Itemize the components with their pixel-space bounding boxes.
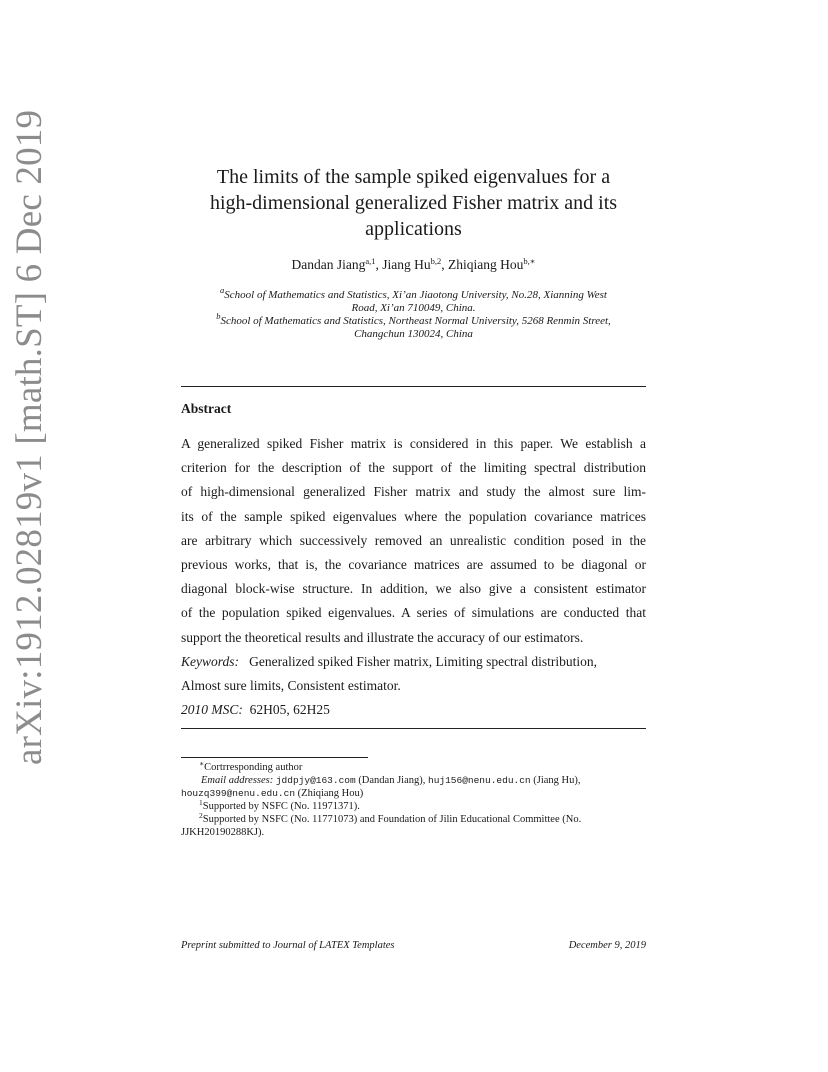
keywords-continued: Almost sure limits, Consistent estimator. [181, 677, 401, 693]
affiliation-b [181, 311, 646, 341]
author-name: Dandan Jiang [291, 257, 366, 272]
abstract-line: A generalized spiked Fisher matrix is considered in this paper. We establish a [181, 436, 646, 451]
author-affiliation-mark: a,1 [365, 256, 376, 266]
footnote-mark: 2 [199, 811, 203, 820]
msc-label: 2010 MSC: [181, 702, 243, 718]
preprint-date: December 9, 2019 [568, 940, 646, 951]
author-list: Dandan Jiang$^{a,1}$, Jiang Hu$^{b,2}$, Zhiqiang Hou$^{b,∗}$ [291, 256, 536, 272]
keywords-label: Keywords: [181, 653, 239, 669]
msc-classification [181, 698, 646, 722]
footnote-text: Cortrresponding author [204, 762, 303, 773]
email-owner: (Zhiqiang Hou) [297, 788, 364, 799]
title-line: high-dimensional generalized Fisher matrix and its [209, 192, 618, 214]
affiliation-a [181, 285, 646, 315]
paper-title [181, 164, 646, 242]
footnote-mark: 1 [199, 798, 203, 807]
keywords [181, 650, 646, 674]
email-owner: (Dandan Jiang), [358, 775, 426, 786]
footnote-2-continued: JJKH20190288KJ). [181, 827, 265, 838]
author-affiliation-mark: b,2 [430, 256, 442, 266]
affiliation-text: Changchun 130024, China [354, 328, 473, 340]
footnote-mark: ∗ [199, 759, 205, 768]
affiliation-text: School of Mathematics and Statistics, Northeast Normal University, 5268 Renmin Street, [220, 315, 611, 327]
footnote-rule [181, 757, 368, 758]
abstract-line: criterion for the description of the support of the limiting spectral distribution [181, 460, 646, 476]
footnote-text: Supported by NSFC (No. 11771073) and Foundation of Jilin Educational Committee (No. [202, 814, 582, 825]
abstract-heading: Abstract [181, 401, 232, 416]
preprint-note: Preprint submitted to Journal of LATEX Templates [181, 940, 395, 951]
abstract-body [181, 432, 646, 722]
affiliation-mark: b [216, 311, 221, 321]
email-owner: (Jiang Hu), [533, 775, 581, 786]
footnote-2 [181, 813, 651, 826]
abstract-line: support the theoretical results and illustrate the accuracy of our estimators. [181, 629, 584, 645]
email-label: Email addresses: [201, 775, 274, 786]
affiliation-text: School of Mathematics and Statistics, Xi’an Jiaotong University, No.28, Xianning West [224, 289, 607, 301]
footnotes [181, 761, 651, 839]
abstract-line: of high-dimensional generalized Fisher matrix and study the almost sure lim- [181, 484, 646, 500]
msc-value: 62H05, 62H25 [249, 702, 330, 718]
footnote-1 [181, 800, 651, 813]
footnote-emails-continued [181, 787, 651, 800]
abstract-top-rule [181, 386, 646, 387]
abstract-line: its of the sample spiked eigenvalues where the population covariance matrices [181, 508, 646, 524]
affiliation-mark: a [220, 285, 225, 295]
email-link[interactable]: houzq399@nenu.edu.cn [181, 788, 296, 799]
email-link[interactable]: huj156@nenu.edu.cn [428, 775, 531, 786]
abstract-line: diagonal block-wise structure. In addition, we also give a consistent estimator [181, 581, 646, 597]
footnote-emails [181, 774, 651, 787]
abstract-line: are arbitrary which successively removed an unrealistic condition posed in the [181, 532, 646, 548]
abstract-line: of the population spiked eigenvalues. A series of simulations are conducted that [181, 605, 646, 621]
email-link[interactable]: jddpjy@163.com [275, 775, 356, 786]
footnote-corresponding [181, 761, 651, 774]
footnote-text: Supported by NSFC (No. 11971371). [202, 801, 360, 812]
keywords-text: Generalized spiked Fisher matrix, Limiting spectral distribution, [249, 653, 598, 669]
author-name: Jiang Hu [382, 257, 431, 272]
author-affiliation-mark: b,∗ [523, 256, 536, 266]
arxiv-identifier: arXiv:1912.02819v1 [math.ST] 6 Dec 2019 [9, 109, 50, 765]
author-name: Zhiqiang Hou [447, 257, 524, 272]
abstract-line: previous works, that is, the covariance matrices are assumed to be diagonal or [181, 556, 646, 572]
title-line: applications [365, 218, 462, 240]
abstract-bottom-rule [181, 728, 646, 729]
title-line: The limits of the sample spiked eigenvalues for a [216, 166, 611, 188]
affiliation-text: Road, Xi’an 710049, China. [351, 302, 476, 314]
